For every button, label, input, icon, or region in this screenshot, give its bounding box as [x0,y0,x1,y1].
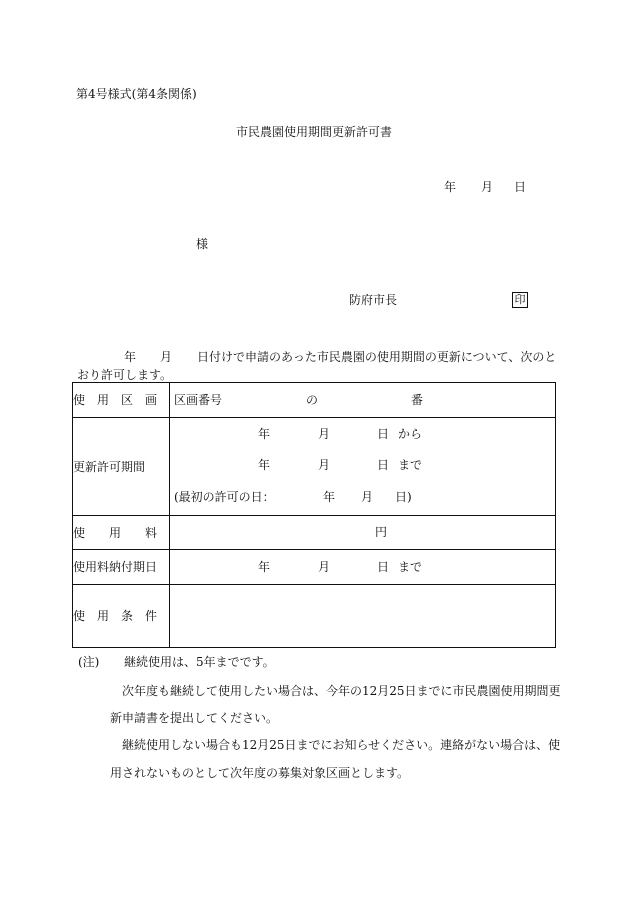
date-month-label: 月 [481,180,494,194]
plot-label-cell [73,383,170,418]
period-to-suffix: まで [398,458,423,472]
body-line-1: 日付けで申請のあった市民農園の使用期間の更新について、次のと [197,350,557,364]
note-2-line-2: 新申請書を提出してください。 [110,711,279,725]
body-year-label: 年 [124,350,137,364]
seal-mark: 印 [512,292,528,308]
plot-label: 使 用 区 画 [73,393,158,407]
document-title: 市民農園使用期間更新許可書 [236,125,393,139]
conditions-value-cell [170,585,556,648]
body-month-label: 月 [160,350,173,364]
table-row-fee [73,516,556,550]
period-to-month: 月 [318,458,331,472]
issuer-name: 防府市長 [349,293,398,307]
table-row-conditions [73,585,556,648]
table-row-due [73,550,556,585]
due-suffix: まで [398,560,423,574]
table-row-period [73,418,556,516]
due-label-cell [73,550,170,585]
plot-number-label: 区画番号 [174,393,223,407]
fee-label: 使 用 料 [73,525,158,540]
notes-heading: (注) [78,655,100,669]
form-number: 第4号様式(第4条関係) [76,87,197,101]
period-label-cell [73,418,170,516]
period-from-year: 年 [258,427,271,441]
period-from-day: 日 [377,427,390,441]
period-to-year: 年 [258,458,271,472]
plot-ban-label: 番 [411,393,424,407]
due-month: 月 [318,560,331,574]
due-year: 年 [258,560,271,574]
table-row-plot [73,383,556,418]
plot-no-label: の [306,393,319,407]
period-to-day: 日 [377,458,390,472]
conditions-label: 使 用 条 件 [73,609,158,623]
note-2-line-1: 次年度も継続して使用したい場合は、今年の12月25日までに市民農園使用期間更 [122,684,561,698]
first-permit-day: 日) [395,490,412,504]
due-day: 日 [377,560,390,574]
note-3-line-1: 継続使用しない場合も12月25日までにお知らせください。連絡がない場合は、使 [122,738,561,752]
first-permit-month: 月 [361,490,374,504]
first-permit-year: 年 [323,490,336,504]
fee-value-cell [170,516,556,550]
date-day-label: 日 [514,180,527,194]
first-permit-prefix: (最初の許可の日： [174,490,275,504]
fee-label-cell [73,516,170,550]
period-from-month: 月 [318,427,331,441]
date-year-label: 年 [444,180,457,194]
due-value-cell [170,550,556,585]
fee-unit: 円 [375,525,388,539]
note-1: 継続使用は、5年までです。 [124,655,275,669]
period-value-cell [170,418,556,516]
conditions-label-cell [73,585,170,648]
period-label: 更新許可期間 [73,459,146,474]
period-from-suffix: から [398,427,423,441]
note-3-line-2: 用されないものとして次年度の募集対象区画とします。 [110,766,410,780]
permit-table [72,382,556,648]
body-line-2: おり許可します。 [77,368,173,382]
due-label: 使用料納付期日 [73,560,158,574]
plot-value-cell [170,383,556,418]
addressee-suffix: 様 [196,237,209,251]
